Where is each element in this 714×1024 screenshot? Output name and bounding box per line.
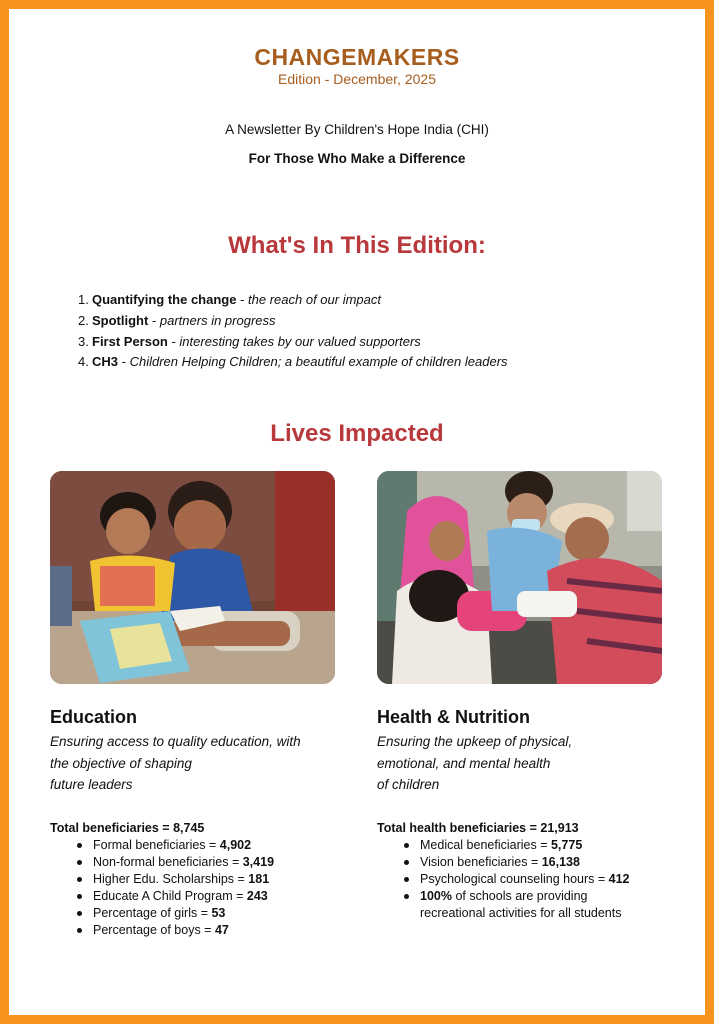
list-item: Vision beneficiaries = 16,138 xyxy=(402,854,630,871)
list-item: Percentage of boys = 47 xyxy=(75,922,274,939)
contents-item: 3. First Person - interesting takes by our valued supporters xyxy=(78,333,421,349)
list-item: Formal beneficiaries = 4,902 xyxy=(75,837,274,854)
list-item: Non-formal beneficiaries = 3,419 xyxy=(75,854,274,871)
contents-list xyxy=(78,290,508,373)
health-description: Ensuring the upkeep of physical, emotional, and mental health of children xyxy=(377,734,573,792)
education-title: Education xyxy=(50,707,138,727)
health-photo xyxy=(377,471,662,684)
education-stats xyxy=(75,837,274,939)
contents-heading: What's In This Edition: xyxy=(228,232,486,259)
education-total: Total beneficiaries = 8,745 xyxy=(50,821,205,835)
contents-item: 2. Spotlight - partners in progress xyxy=(78,312,276,328)
education-description: Ensuring access to quality education, with the objective of shaping future leaders xyxy=(50,734,301,792)
newsletter-tagline: For Those Who Make a Difference xyxy=(248,151,466,166)
list-item: Higher Edu. Scholarships = 181 xyxy=(75,871,274,888)
contents-item: 4. CH3 - Children Helping Children; a beautiful example of children leaders xyxy=(78,354,508,370)
contents-item: 1. Quantifying the change - the reach of our impact xyxy=(78,292,381,307)
health-title: Health & Nutrition xyxy=(377,707,530,727)
impact-heading: Lives Impacted xyxy=(270,420,444,447)
list-item: Percentage of girls = 53 xyxy=(75,905,274,922)
education-photo xyxy=(50,471,335,684)
list-item: Medical beneficiaries = 5,775 xyxy=(402,837,630,854)
newsletter-title: CHANGEMAKERS xyxy=(254,44,460,70)
health-stats xyxy=(402,837,630,922)
list-item: Educate A Child Program = 243 xyxy=(75,888,274,905)
list-item: 100% of schools are providing recreational activities for all students xyxy=(402,888,630,922)
health-total: Total health beneficiaries = 21,913 xyxy=(377,821,579,835)
list-item: Psychological counseling hours = 412 xyxy=(402,871,630,888)
edition-date: Edition - December, 2025 xyxy=(278,71,436,87)
newsletter-byline: A Newsletter By Children's Hope India (CHI) xyxy=(225,122,489,137)
